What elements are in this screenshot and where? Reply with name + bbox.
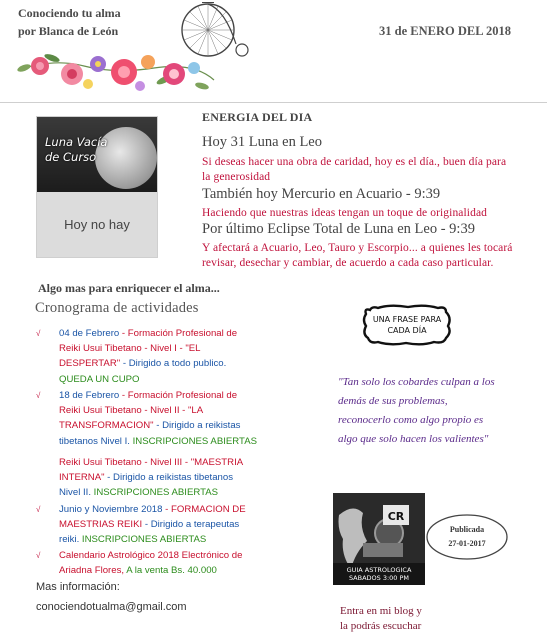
energy-item-3-title: Por último Eclipse Total de Luna en Leo - 9:39 <box>202 221 475 237</box>
moon-image <box>37 117 157 192</box>
activity-audience: - Dirigido a reikistas <box>153 420 241 432</box>
guide-caption-line2: SABADOS 3:00 PM <box>348 574 410 582</box>
activity-status: A la venta Bs. 40.000 <box>124 565 217 577</box>
activity-text: Ariadna Flores, <box>59 565 125 577</box>
moon-caption-line1: Luna Vacía <box>45 135 108 149</box>
activity-text: Reiki Usui Tibetano - Nivel I - "EL <box>59 343 201 355</box>
void-moon-card <box>36 116 158 258</box>
quote-line: "Tan solo los cobardes culpan a los <box>338 376 495 388</box>
energy-item-1-desc-1: Si deseas hacer una obra de caridad, hoy es el día., buen día para <box>202 156 507 168</box>
energy-item-1-title: Hoy 31 Luna en Leo <box>202 134 322 150</box>
more-info-label: Mas información: <box>36 581 120 593</box>
activity-status: INSCRIPCIONES ABIERTAS <box>129 435 257 447</box>
published-label: Publicada <box>449 525 485 534</box>
activity-item <box>36 388 296 449</box>
activity-text: Reiki Usui Tibetano - Nivel III - "MAESTRIA <box>59 457 244 468</box>
check-icon: √ <box>36 329 41 338</box>
void-moon-status: Hoy no hay <box>64 217 130 232</box>
activity-status: QUEDA UN CUPO <box>59 373 140 385</box>
quote-line: demás de sus problemas, <box>338 395 448 407</box>
microphone-map-graphic <box>333 493 425 585</box>
activity-text: Calendario Astrológico 2018 Electrónico de <box>59 550 243 561</box>
blog-prompt[interactable] <box>340 604 422 634</box>
activity-text: - FORMACION DE <box>162 504 246 515</box>
activity-text: Reiki Usui Tibetano - Nivel II - "LA <box>59 405 204 417</box>
phrase-of-the-day-badge <box>360 300 454 348</box>
activity-item <box>36 455 296 501</box>
activity-text: INTERNA" <box>59 472 105 484</box>
schedule-heading: Cronograma de actividades <box>35 300 199 316</box>
check-icon: √ <box>36 391 41 400</box>
activity-audience: reiki. <box>59 534 80 546</box>
activity-text: - Formación Profesional de <box>119 390 238 401</box>
activity-item <box>36 326 296 387</box>
activity-item <box>36 548 296 578</box>
check-icon: √ <box>36 505 41 514</box>
energy-item-2-desc-1: Haciendo que nuestras ideas tengan un toque de originalidad <box>202 207 488 219</box>
phrase-badge-line1: UNA FRASE PARA <box>372 315 442 324</box>
activity-date: Junio y Noviembre 2018 <box>59 504 163 515</box>
activity-status: INSCRIPCIONES ABIERTAS <box>91 487 219 499</box>
svg-text:CR: CR <box>387 510 405 523</box>
moon-caption-line2: de Curso <box>45 150 97 164</box>
energy-item-3-desc-1: Y afectará a Acuario, Leo, Tauro y Escorpio... a quienes les tocará <box>202 242 513 254</box>
more-for-soul-heading: Algo mas para enriquecer el alma... <box>38 281 220 295</box>
activity-audience: Nivel II. <box>59 487 91 499</box>
energy-item-3-desc-2: revisar, desechar y cambiar, de acuerdo a cada caso particular. <box>202 257 494 269</box>
activity-text: TRANSFORMACION" <box>59 420 154 432</box>
moon-caption <box>45 135 107 165</box>
activity-audience: - Dirigido a terapeutas <box>142 519 240 531</box>
header-divider <box>0 102 547 103</box>
activity-audience: tibetanos Nivel I. <box>59 435 130 447</box>
flower-garland-decoration <box>14 28 219 98</box>
site-title-line2: por Blanca de León <box>18 24 119 38</box>
daily-quote <box>338 373 518 449</box>
activity-date: 04 de Febrero <box>59 328 120 339</box>
activity-date: 18 de Febrero <box>59 390 120 401</box>
blog-prompt-line2: la podrás escuchar <box>340 620 422 632</box>
quote-line: algo que solo hacen los valientes" <box>338 433 489 445</box>
site-title-line1: Conociendo tu alma <box>18 6 121 20</box>
activity-text: - Formación Profesional de <box>119 328 238 339</box>
activity-item <box>36 502 296 548</box>
guide-caption-line1: GUIA ASTROLOGICA <box>346 566 412 574</box>
activity-text: DESPERTAR" <box>59 358 121 370</box>
header-date: 31 de ENERO DEL 2018 <box>379 24 511 38</box>
astrology-guide-image[interactable] <box>333 493 425 585</box>
activity-audience: - Dirigido a todo publico. <box>120 358 227 370</box>
quote-line: reconocerlo como algo propio es <box>338 414 484 426</box>
blog-prompt-line1: Entra en mi blog y <box>340 605 422 617</box>
energy-item-1-desc-2: la generosidad <box>202 171 271 183</box>
activity-status: INSCRIPCIONES ABIERTAS <box>79 534 207 546</box>
activity-audience: - Dirigido a reikistas tibetanos <box>104 472 234 484</box>
energy-item-2-title: También hoy Mercurio en Acuario - 9:39 <box>202 186 441 202</box>
check-icon: √ <box>36 551 41 560</box>
published-badge <box>424 512 510 562</box>
activity-text: MAESTRIAS REIKI <box>59 519 143 531</box>
phrase-badge-line2: CADA DÍA <box>387 326 427 335</box>
published-date: 27-01-2017 <box>448 539 486 548</box>
energy-heading: ENERGIA DEL DIA <box>202 110 313 124</box>
contact-email-link[interactable]: conociendotualma@gmail.com <box>36 601 187 613</box>
